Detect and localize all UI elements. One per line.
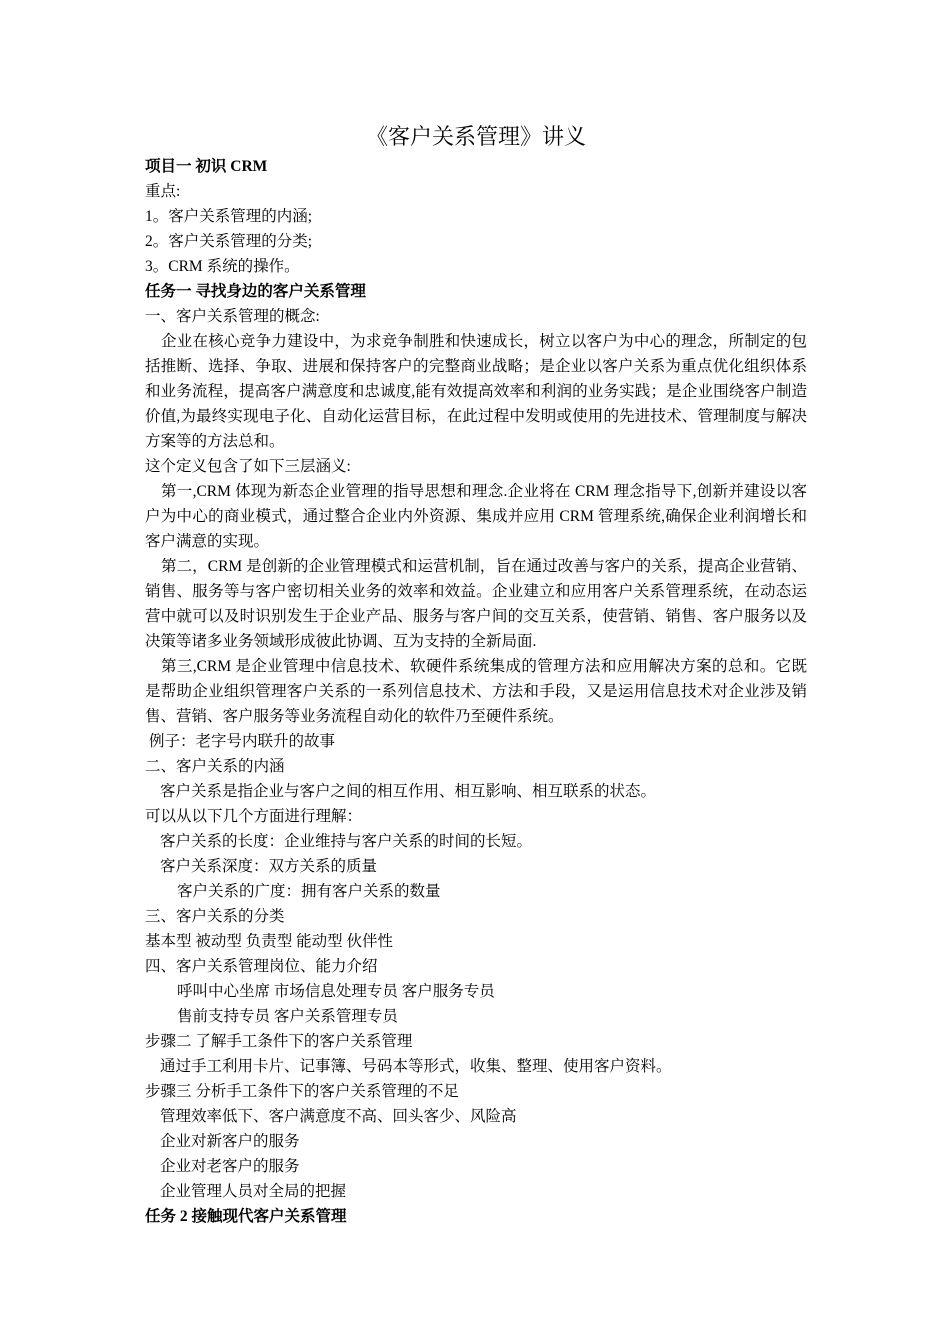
step-3-point-3: 企业对老客户的服务	[160, 1158, 300, 1175]
document-body	[145, 120, 807, 1229]
task-2-heading: 任务 2 接触现代客户关系管理	[145, 1208, 347, 1225]
relationship-depth: 客户关系深度：双方关系的质量	[160, 858, 378, 875]
understanding-intro: 可以从以下几个方面进行理解：	[145, 808, 363, 825]
document-title: 《客户关系管理》讲义	[365, 124, 586, 149]
example-line: 例子：老字号内联升的故事	[149, 733, 336, 750]
step-2-heading: 步骤二 了解手工条件下的客户关系管理	[145, 1033, 413, 1050]
positions-line-2: 售前支持专员 客户关系管理专员	[177, 1008, 398, 1025]
task-1-heading: 任务一 寻找身边的客户关系管理	[145, 283, 366, 300]
definition-intro: 这个定义包含了如下三层涵义:	[145, 458, 351, 475]
meaning-1-paragraph: 第一,CRM 体现为新态企业管理的指导思想和理念.企业将在 CRM 理念指导下,创新并建设以客户为中心的商业模式，通过整合企业内外资源、集成并应用 CRM 管理系统,确保企业利润增长和客户满意的实现。	[145, 483, 807, 550]
step-2-description: 通过手工利用卡片、记事簿、号码本等形式，收集、整理、使用客户资料。	[160, 1058, 672, 1075]
step-3-point-2: 企业对新客户的服务	[160, 1133, 300, 1150]
meaning-3-paragraph: 第三,CRM 是企业管理中信息技术、软硬件系统集成的管理方法和应用解决方案的总和。它既是帮助企业组织管理客户关系的一系列信息技术、方法和手段，又是运用信息技术对企业涉及销售、营销、客户服务等业务流程自动化的软件乃至硬件系统。	[145, 658, 807, 725]
section-3-heading: 三、客户关系的分类	[145, 908, 285, 925]
step-3-heading: 步骤三 分析手工条件下的客户关系管理的不足	[145, 1083, 459, 1100]
section-2-heading: 二、客户关系的内涵	[145, 758, 285, 775]
project-heading: 项目一 初识 CRM	[145, 158, 268, 175]
positions-line-1: 呼叫中心坐席 市场信息处理专员 客户服务专员	[177, 983, 495, 1000]
section-4-heading: 四、客户关系管理岗位、能力介绍	[145, 958, 378, 975]
step-3-point-1: 管理效率低下、客户满意度不高、回头客少、风险高	[160, 1108, 517, 1125]
relationship-length: 客户关系的长度：企业维持与客户关系的时间的长短。	[160, 833, 533, 850]
definition-paragraph: 企业在核心竞争力建设中，为求竞争制胜和快速成长，树立以客户为中心的理念，所制定的包括推断、选择、争取、进展和保持客户的完整商业战略；是企业以客户关系为重点优化组织体系和业务流程，提高客户满意度和忠诚度,能有效提高效率和利润的业务实践；是企业围绕客户制造价值,为最终实现电子化、自动化运营目标，在此过程中发明或使用的先进技术、管理制度与解决方案等的方法总和。	[145, 333, 807, 450]
key-point-3: 3。CRM 系统的操作。	[145, 258, 300, 275]
key-points-label: 重点:	[145, 183, 181, 200]
relationship-definition: 客户关系是指企业与客户之间的相互作用、相互影响、相互联系的状态。	[160, 783, 657, 800]
step-3-point-4: 企业管理人员对全局的把握	[160, 1183, 347, 1200]
key-point-1: 1。客户关系管理的内涵;	[145, 208, 313, 225]
section-1-heading: 一、客户关系管理的概念:	[145, 308, 320, 325]
key-point-2: 2。客户关系管理的分类;	[145, 233, 313, 250]
relationship-breadth: 客户关系的广度：拥有客户关系的数量	[177, 883, 441, 900]
meaning-2-paragraph: 第二，CRM 是创新的企业管理模式和运营机制，旨在通过改善与客户的关系，提高企业营销、销售、服务等与客户密切相关业务的效率和效益。企业建立和应用客户关系管理系统，在动态运营中就可以及时识别发生于企业产品、服务与客户间的交互关系，使营销、销售、客户服务以及决策等诸多业务领域形成彼此协调、互为支持的全新局面.	[145, 558, 807, 650]
relationship-types: 基本型 被动型 负责型 能动型 伙伴性	[145, 933, 394, 950]
